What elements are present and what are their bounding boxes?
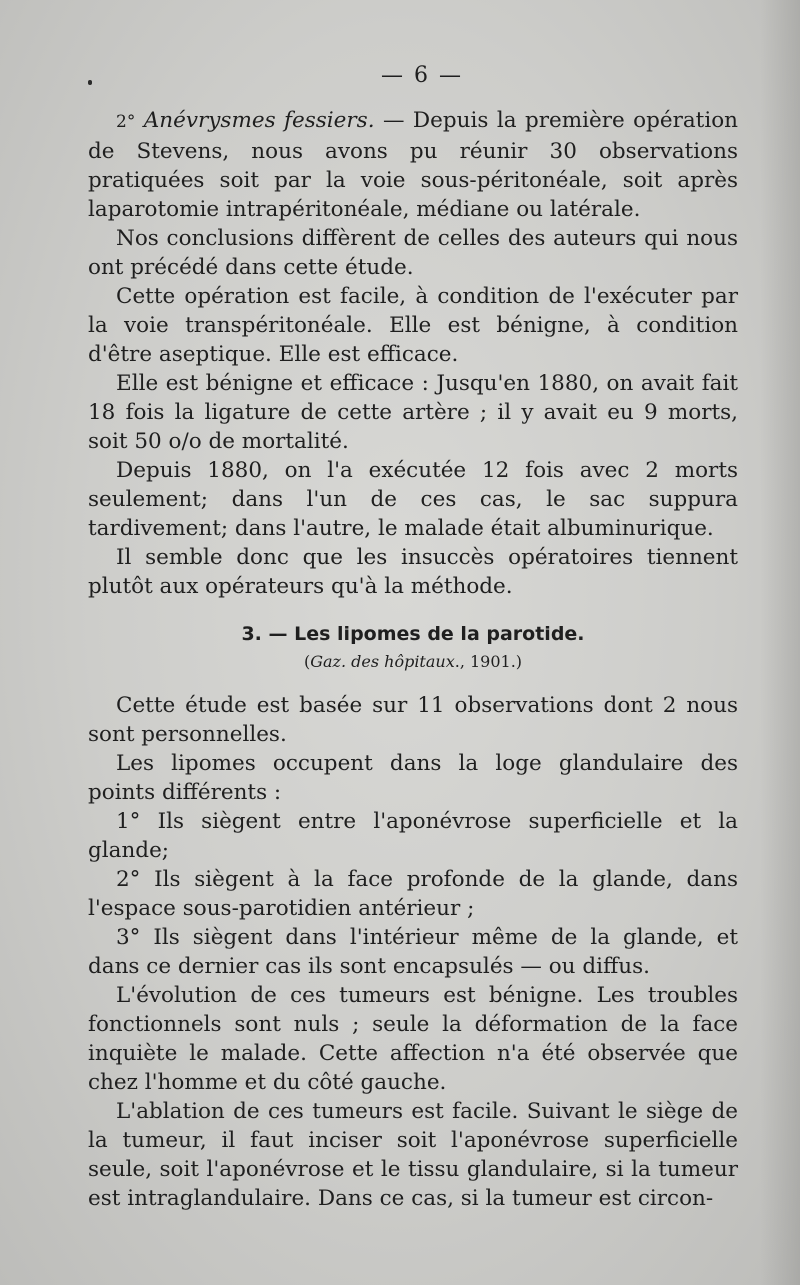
paragraph: Nos conclusions diffèrent de celles des auteurs qui nous ont précédé dans cette étude. <box>88 226 738 280</box>
list-item: 2° Ils siègent à la face profonde de la glande, dans l'espace sous-parotidien antérieur ; <box>88 867 738 921</box>
page-number: — 6 — <box>381 63 463 88</box>
paragraph: L'évolution de ces tumeurs est bénigne. Les troubles fonctionnels sont nuls ; seule la déformation de la face inquiète le malade. Cette affection n'a été observée que chez l'homme et du côté gauche. <box>88 983 738 1095</box>
list-item: 1° Ils siègent entre l'aponévrose superficielle et la glande; <box>88 809 738 863</box>
section-heading: 3. — Les lipomes de la parotide. <box>241 623 585 645</box>
paragraph: Elle est bénigne et efficace : Jusqu'en 1880, on avait fait 18 fois la ligature de cette artère ; il y avait eu 9 morts, soit 50 o/o de mortalité. <box>88 371 738 454</box>
ref-open: ( <box>303 652 311 671</box>
intro-text: — Depuis la première opération de Stevens, nous avons pu réunir 30 observations pratiquées soit par la voie sous-péritonéale, soit après laparotomie intrapéritonéale, médiane ou latérale. <box>88 108 738 222</box>
paragraph: L'ablation de ces tumeurs est facile. Suivant le siège de la tumeur, il faut inciser soit l'aponévrose superficielle seule, soit l'aponévrose et le tissu glandulaire, si la tumeur est intraglandulaire. Dans ce cas, si la tumeur est circon- <box>88 1099 738 1211</box>
list-item: 3° Ils siègent dans l'intérieur même de la glande, et dans ce dernier cas ils sont encapsulés — ou diffus. <box>88 925 738 979</box>
section-reference <box>88 649 738 675</box>
paragraph: Les lipomes occupent dans la loge glandulaire des points différents : <box>88 751 738 805</box>
paragraph: Cette étude est basée sur 11 observations dont 2 nous sont personnelles. <box>88 693 738 747</box>
ref-journal: Gaz. des hôpitaux <box>310 652 455 671</box>
intro-paragraph <box>88 106 738 224</box>
page-edge-shadow <box>760 0 800 1285</box>
intro-number: 2° <box>116 112 136 132</box>
paragraph: Cette opération est facile, à condition de l'exécuter par la voie transpéritonéale. Elle est bénigne, à condition d'être aseptique. Elle est efficace. <box>88 284 738 367</box>
paragraph: Il semble donc que les insuccès opératoires tiennent plutôt aux opérateurs qu'à la méthode. <box>88 545 738 599</box>
page-text <box>88 56 738 1213</box>
intro-title: Anévrysmes fessiers. <box>143 108 375 133</box>
paragraph: Depuis 1880, on l'a exécutée 12 fois avec 2 morts seulement; dans l'un de ces cas, le sac suppura tardivement; dans l'autre, le malade était albuminurique. <box>88 458 738 541</box>
ref-rest: ., 1901.) <box>454 652 523 671</box>
